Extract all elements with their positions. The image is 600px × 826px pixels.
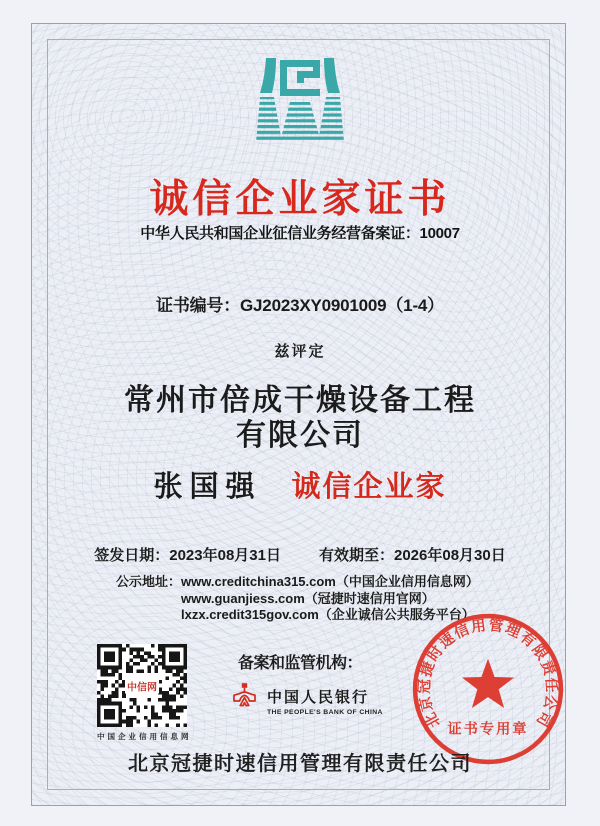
- publicity-url-guanjiess: www.guanjiess.com（冠捷时速信用官网）: [181, 590, 435, 606]
- publicity-url-creditchina: www.creditchina315.com（中国企业信用信息网）: [181, 574, 479, 589]
- valid-until-date: 有效期至：2026年08月30日: [319, 547, 506, 564]
- publicity-label: 公示地址：: [116, 574, 182, 589]
- qr-caption: 中国企业信用信息网: [97, 732, 192, 741]
- footer-company-name: 北京冠捷时速信用管理有限责任公司: [128, 753, 472, 775]
- publicity-url-credit315gov: lxzx.credit315gov.com（企业诚信公共服务平台）: [181, 607, 475, 622]
- qr-center-label: 中信网: [125, 678, 159, 693]
- filing-number-line: 中华人民共和国企业征信业务经营备案证：10007: [140, 225, 460, 242]
- bank-name-en: THE PEOPLE'S BANK OF CHINA: [267, 708, 383, 716]
- bank-name-cn: 中国人民银行: [267, 687, 370, 706]
- certificate-title: 诚信企业家证书: [149, 178, 451, 221]
- issue-date: 签发日期：2023年08月31日: [94, 547, 281, 564]
- dates-row: [0, 544, 600, 565]
- award-title: 诚信企业家: [291, 471, 447, 503]
- company-name-line2: 有限公司: [236, 419, 364, 452]
- guanjie-logo-icon: [256, 58, 344, 144]
- awardee-row: [0, 464, 600, 505]
- seal-ring-text: 北京冠捷时速信用管理有限责任公司: [415, 616, 561, 731]
- seal-bottom-text: 证书专用章: [447, 721, 529, 738]
- person-name: 张国强: [153, 471, 262, 503]
- pbc-emblem-icon: [231, 682, 258, 719]
- seal-star-icon: [462, 659, 514, 708]
- certificate-number: 证书编号：GJ2023XY0901009（1-4）: [156, 296, 444, 315]
- company-name-line1: 常州市倍成干燥设备工程: [124, 384, 476, 417]
- regulator-heading: 备案和监管机构：: [237, 655, 362, 672]
- certificate-seal: [408, 609, 568, 769]
- evaluation-intro: 兹评定: [274, 343, 326, 360]
- pbc-bank-row: [231, 682, 383, 719]
